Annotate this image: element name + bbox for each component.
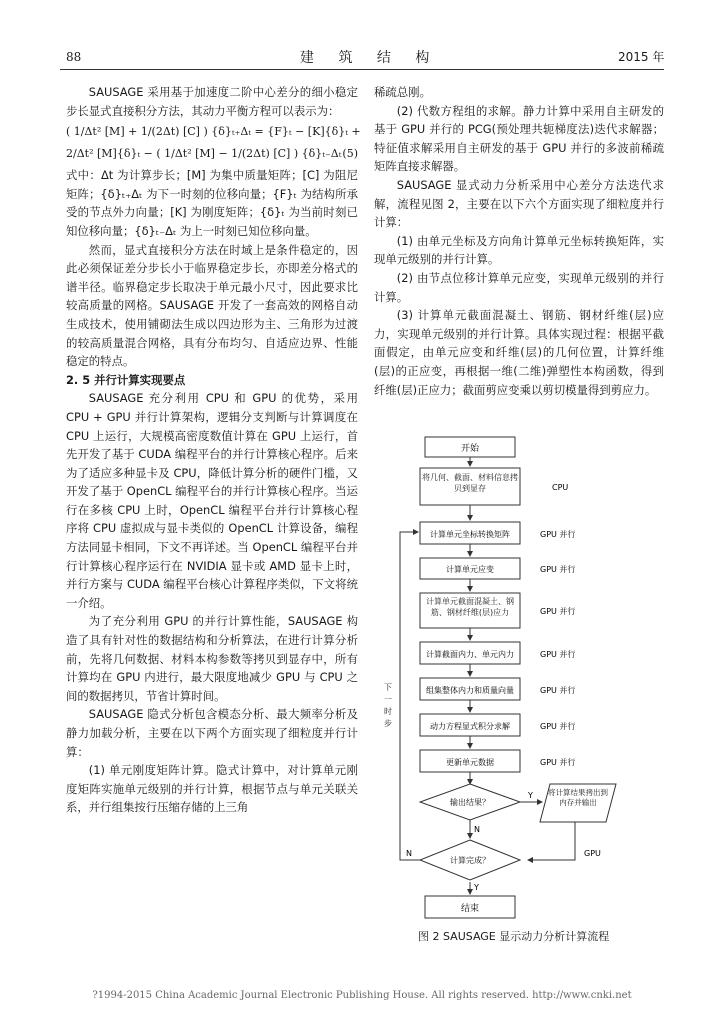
svg-text:结束: 结束 [460, 904, 480, 914]
svg-text:计算单元坐标转换矩阵: 计算单元坐标转换矩阵 [430, 530, 510, 539]
paragraph: 然而，显式直接积分方法在时域上是条件稳定的，因此必须保证差分步长小于临界稳定步长，亦即差分格式的谱半径。临界稳定步长取决于单元最小尺寸，因此要求比较高质量的网格。SAUSAGE 开发了一套高效的网格自动生成技术，使用铺砌法生成以四边形为主、三角形为过渡的较高质量混合网格，具有分布均匀、自适应边界、性能稳定的特点。 [66, 242, 358, 369]
gpu-parallel-label: GPU 并行 [540, 686, 576, 695]
no-label: N [406, 849, 412, 858]
gpu-parallel-label: GPU 并行 [540, 565, 576, 574]
equation-line [66, 144, 358, 164]
paragraph: (1) 单元刚度矩阵计算。隐式计算中，对计算单元刚度矩阵实施单元级别的并行计算，根据节点与单元关联关系，并行组集按行压缩存储的上三角 [66, 763, 358, 815]
gpu-parallel-label: GPU 并行 [540, 607, 576, 616]
gpu-parallel-label: GPU 并行 [540, 722, 576, 731]
end-node [425, 896, 515, 918]
page-number: 88 [66, 50, 82, 64]
paragraph: (3) 计算单元截面混凝土、钢筋、钢材纤维(层)应力，实现单元级别的并行计算。具体实现过程：根据平截面假定，由单元应变和纤维(层)的几何位置，计算纤维(层)的正应变，再根据一维(二维)弹塑性本构函数，得到纤维(层)正应力；截面剪应变乘以剪切模量得到剪应力。 [374, 308, 664, 397]
equation-number: (5) [342, 147, 358, 161]
journal-title: 建 筑 结 构 [300, 50, 440, 66]
gpu-parallel-label: GPU 并行 [540, 758, 576, 767]
paragraph: (2) 由节点位移计算单元应变，实现单元级别的并行计算。 [374, 270, 664, 304]
svg-text:动力方程显式积分求解: 动力方程显式积分求解 [430, 722, 510, 731]
output-node: 将计算结果拷出到内存并输出 [540, 784, 616, 822]
equation-line: ( 1/Δt² [M] + 1/(2Δt) [C] ) {δ}ₜ₊Δₜ = {F}ₜ − [K]{δ}ₜ + [66, 125, 361, 139]
flow-step [420, 642, 520, 664]
section-heading: 2. 5 并行计算实现要点 [66, 372, 186, 387]
flow-step [420, 678, 520, 700]
figure-caption: 图 2 SAUSAGE 显示动力分析计算流程 [418, 930, 610, 943]
equation-text: 2/Δt² [M]{δ}ₜ − ( 1/Δt² [M] − 1/(2Δt) [C] ) {δ}ₜ₋Δₜ [66, 147, 342, 161]
flow-step [420, 558, 520, 579]
gpu-label: GPU [584, 849, 601, 858]
paragraph: 为了充分利用 GPU 的并行计算性能，SAUSAGE 构造了具有针对性的数据结构和分析算法，在进行计算分析前，先将几何数据、材料本构参数等拷贝到显存中，所有计算均在 GPU 内进行，最大限度地减少 GPU 与 CPU 之间的数据拷贝，节省计算时间。 [66, 614, 358, 703]
svg-text:更新单元数据: 更新单元数据 [446, 758, 494, 767]
right-column [374, 83, 664, 399]
paragraph: SAUSAGE 采用基于加速度二阶中心差分的细小稳定步长显式直接积分方法，其动力平衡方程可以表示为： [66, 85, 358, 118]
cpu-label: CPU [552, 483, 569, 492]
gpu-parallel-label: GPU 并行 [540, 650, 576, 659]
svg-text:输出结果？: 输出结果？ [450, 798, 490, 807]
copyright-footer: ?1994-2015 China Academic Journal Electronic Publishing House. All rights reserved. http://www.cnki.net [92, 990, 632, 1001]
svg-text:组集整体内力和质量向量: 组集整体内力和质量向量 [426, 686, 514, 695]
svg-text:计算完成？: 计算完成？ [450, 856, 490, 865]
paragraph: SAUSAGE 显式动力分析采用中心差分方法迭代求解，流程见图 2，主要在以下六个方面实现了细粒度并行计算： [374, 177, 664, 230]
flow-step: 计算单元截面混凝土、钢筋、钢材纤维(层)应力 [420, 593, 520, 628]
paragraph: 稀疏总刚。 [374, 85, 431, 99]
next-step-label: 下一时步 [384, 683, 392, 728]
output-decision [420, 784, 520, 820]
paragraph: (1) 由单元坐标及方向角计算单元坐标转换矩阵，实现单元级别的并行计算。 [374, 233, 664, 267]
paragraph: SAUSAGE 充分利用 CPU 和 GPU 的优势，采用 CPU + GPU 并行计算架构，逻辑分支判断与计算调度在 CPU 上运行，大规模高密度数值计算在 GPU 上运行，首先开发了基于 CUDA 编程平台的并行计算核心程序。后来为了适应多种显卡及 CPU，降低计算分析的硬件门槛，又开发了基于 OpenCL 编程平台的并行计算核心程序。当运行在多核 CPU 上时，OpenCL 编程平台并行计算核心程序将 CPU 虚拟成与显卡类似的 OpenCL 计算设备，编程方法同显卡相同，下文不再详述。当 OpenCL 编程平台并行计算核心程序运行在 NVIDIA 显卡或 AMD 显卡上时，并行方案与 CUDA 编程平台核心计算程序类似，下文将统一介绍。 [66, 391, 358, 610]
flow-step [420, 522, 520, 544]
start-node [425, 437, 515, 457]
paragraph: 式中：Δt 为计算步长；[M] 为集中质量矩阵；[C] 为阻尼矩阵；{δ}ₜ₊Δₜ 为下一时刻的位移向量；{F}ₜ 为结构所承受的节点外力向量；[K] 为刚度矩阵；{δ}ₜ 为当前时刻已知位移向量；{δ}ₜ₋Δₜ 为上一时刻已知位移向量。 [66, 168, 358, 238]
svg-text:计算单元应变: 计算单元应变 [446, 565, 494, 574]
copy-node: 将几何、截面、材料信息拷贝到显存 [420, 468, 520, 505]
issue-year: 2015 年 [618, 50, 665, 64]
yes-label: Y [474, 883, 479, 892]
no-label: N [474, 825, 480, 834]
left-column [66, 83, 361, 817]
svg-text:计算截面内力、单元内力: 计算截面内力、单元内力 [426, 650, 514, 659]
flow-step [420, 750, 520, 772]
header-rule [60, 69, 664, 70]
flowchart [380, 432, 670, 924]
paragraph: SAUSAGE 隐式分析包含模态分析、最大频率分析及静力加载分析，主要在以下两个方面实现了细粒度并行计算： [66, 707, 358, 759]
svg-text:开始: 开始 [460, 444, 480, 454]
flow-step [420, 714, 520, 736]
gpu-parallel-label: GPU 并行 [540, 530, 576, 539]
paragraph: (2) 代数方程组的求解。静力计算中采用自主研发的基于 GPU 并行的 PCG(预处理共轭梯度法)迭代求解器；特征值求解采用自主研发的基于 GPU 并行的多波前稀疏矩阵直接求解器。 [374, 103, 664, 174]
yes-label: Y [528, 791, 533, 800]
complete-decision [420, 840, 520, 880]
